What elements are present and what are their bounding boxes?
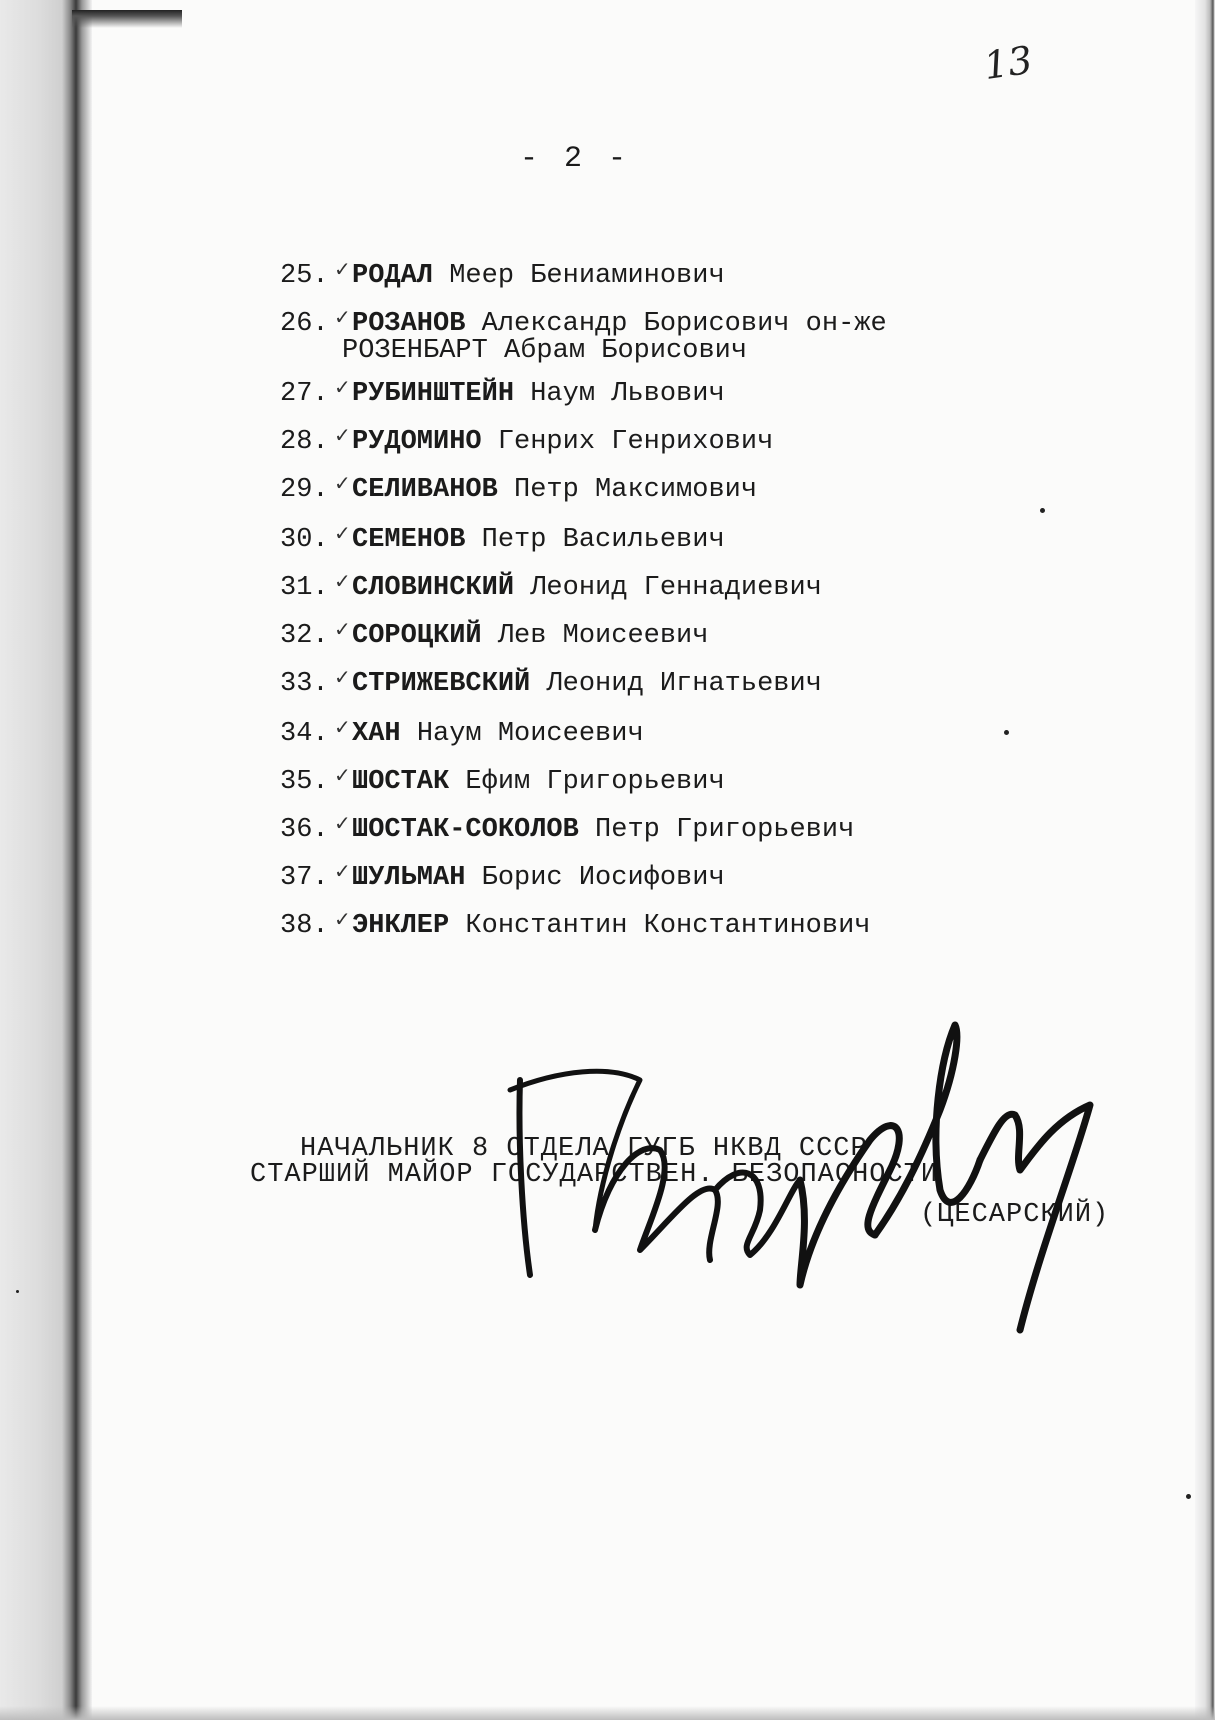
scan-binding-shadow (0, 0, 92, 1720)
entry-surname: ШОСТАК (352, 767, 450, 797)
entry-surname: РУБИНШТЕЙН (352, 379, 515, 409)
entry-number: 37. (280, 863, 329, 893)
list-item (280, 907, 871, 941)
entry-given-names: Наум Львович (530, 379, 725, 409)
entry-surname: РОЗАНОВ (352, 309, 466, 339)
entry-surname: ЭНКЛЕР (352, 911, 450, 941)
check-mark-icon: ✓ (334, 859, 351, 883)
entry-number: 38. (280, 911, 329, 941)
handwritten-signature (500, 1020, 1120, 1360)
check-mark-icon: ✓ (334, 521, 351, 545)
check-mark-icon: ✓ (334, 907, 351, 931)
entry-number: 27. (280, 379, 329, 409)
entry-surname: СЛОВИНСКИЙ (352, 573, 515, 603)
list-item (280, 715, 644, 749)
scan-speck (1186, 1494, 1191, 1499)
entry-number: 28. (280, 427, 329, 457)
entry-given-names: Петр Григорьевич (595, 815, 855, 845)
list-item (280, 859, 725, 893)
entry-surname: СТРИЖЕВСКИЙ (352, 669, 531, 699)
entry-given-names: Леонид Геннадиевич (530, 573, 822, 603)
entry-surname: ШОСТАК-СОКОЛОВ (352, 815, 579, 845)
scan-speck (16, 1290, 19, 1293)
entry-surname: ШУЛЬМАН (352, 863, 466, 893)
signatory-position: НАЧАЛЬНИК 8 ОТДЕЛА ГУГБ НКВД СССР (300, 1134, 868, 1164)
entry-given-names: Леонид Игнатьевич (546, 669, 822, 699)
entry-given-names: Петр Максимович (514, 475, 758, 505)
list-item (280, 811, 855, 845)
entry-number: 26. (280, 309, 329, 339)
list-item (280, 617, 709, 651)
entry-number: 36. (280, 815, 329, 845)
check-mark-icon: ✓ (334, 569, 351, 593)
list-item (280, 569, 822, 603)
entry-number: 25. (280, 261, 329, 291)
entry-surname: СОРОЦКИЙ (352, 621, 482, 651)
list-item (280, 305, 887, 366)
scan-speck (1040, 508, 1045, 513)
signatory-rank: СТАРШИЙ МАЙОР ГОСУДАРСТВЕН. БЕЗОПАСНОСТИ (250, 1160, 939, 1190)
scan-right-edge (1195, 0, 1215, 1720)
check-mark-icon: ✓ (334, 257, 351, 281)
entry-number: 32. (280, 621, 329, 651)
list-item (280, 471, 758, 505)
check-mark-icon: ✓ (334, 471, 351, 495)
entry-given-names: Александр Борисович он-же (481, 309, 887, 339)
entry-surname: СЕЛИВАНОВ (352, 475, 498, 505)
check-mark-icon: ✓ (334, 375, 351, 399)
check-mark-icon: ✓ (334, 305, 351, 329)
entry-given-names: Генрих Генрихович (497, 427, 774, 457)
entry-number: 33. (280, 669, 329, 699)
check-mark-icon: ✓ (334, 423, 351, 447)
entry-number: 29. (280, 475, 329, 505)
entry-given-names: Константин Константинович (465, 911, 871, 941)
entry-number: 35. (280, 767, 329, 797)
list-item (280, 763, 725, 797)
signatory-name: (ЦЕСАРСКИЙ) (920, 1200, 1110, 1230)
check-mark-icon: ✓ (334, 665, 351, 689)
check-mark-icon: ✓ (334, 811, 351, 835)
entry-number: 34. (280, 719, 329, 749)
entry-surname: РУДОМИНО (352, 427, 482, 457)
entry-given-names: Ефим Григорьевич (465, 767, 725, 797)
list-item (280, 423, 774, 457)
entry-surname: СЕМЕНОВ (352, 525, 466, 555)
list-item (280, 257, 725, 291)
entry-given-names: Петр Васильевич (481, 525, 725, 555)
entry-given-names: Лев Моисеевич (497, 621, 709, 651)
scan-bottom-edge (0, 1706, 1215, 1720)
entry-surname: ХАН (352, 719, 401, 749)
check-mark-icon: ✓ (334, 715, 351, 739)
page-number: - 2 - (520, 142, 631, 176)
list-item (280, 521, 725, 555)
entry-given-names: Наум Моисеевич (416, 719, 644, 749)
entry-number: 31. (280, 573, 329, 603)
list-item (280, 375, 725, 409)
check-mark-icon: ✓ (334, 763, 351, 787)
entry-surname: РОДАЛ (352, 261, 434, 291)
scan-speck (1004, 730, 1009, 735)
entry-number: 30. (280, 525, 329, 555)
scan-binding-top (72, 10, 182, 28)
entry-given-names: Меер Бениаминович (449, 261, 725, 291)
entry-alias: РОЗЕНБАРТ Абрам Борисович (342, 336, 748, 366)
list-item (280, 665, 822, 699)
check-mark-icon: ✓ (334, 617, 351, 641)
folio-number: 13 (981, 37, 1036, 89)
entry-given-names: Борис Иосифович (481, 863, 725, 893)
